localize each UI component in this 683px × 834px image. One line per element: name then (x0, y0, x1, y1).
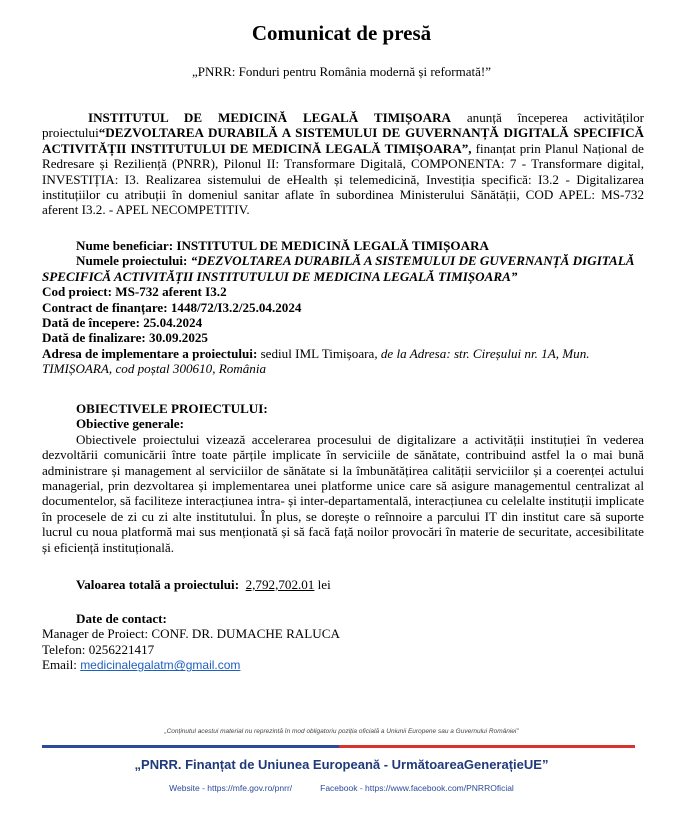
project-details (42, 238, 644, 377)
announcement-text-1: anunță începerea activităților proiectului (42, 110, 645, 141)
footer-website-link[interactable]: Website - https://mfe.gov.ro/pnrr/ (169, 783, 293, 793)
total-label: Valoarea totală a proiectului: (76, 577, 240, 592)
objectives-heading: OBIECTIVELE PROIECTULUI: (76, 401, 268, 416)
footer-facebook-link[interactable]: Facebook - https://www.facebook.com/PNRROficial (320, 783, 514, 793)
start-date-line: Dată de începere: 25.04.2024 (42, 315, 203, 331)
institution-name: INSTITUTUL DE MEDICINĂ LEGALĂ TIMIȘOARA (88, 110, 451, 125)
footer-links (0, 783, 683, 793)
footer-disclaimer: „Conținutul acestui material nu reprezintă în mod obligatoriu poziția oficială a Uniunii Europene sau a Guvernului României” (164, 728, 519, 735)
objectives-section (42, 401, 644, 555)
footer-divider (42, 745, 635, 748)
contact-email-link[interactable]: medicinalegalatm@gmail.com (80, 658, 241, 673)
address-line: Adresa de implementare a proiectului: sediul IML Timișoara, de la Adresa: str. Cireșului nr. 1A, Mun. TIMIȘOARA, cod poștal 300610, România (42, 345, 590, 377)
footer-divider-blue (42, 745, 339, 748)
contact-phone: Telefon: 0256221417 (42, 641, 155, 657)
total-amount: 2,792,702.01 (245, 577, 315, 592)
beneficiary-line: Nume beneficiar: INSTITUTUL DE MEDICINĂ LEGALĂ TIMIȘOARA (76, 238, 489, 253)
announcement-paragraph (42, 110, 644, 218)
total-value-line (76, 577, 331, 592)
announcement-text-2: finanțat prin Planul Național de Redresare și Reziliență (PNRR), Pilonul II: Transformare Digitală, COMPONENTA: 7 - Transformare digital, INVESTIȚIA: I3. Realizarea sistemului de eHealth și telemedicină, Investiția specifică: I3.2 - Digitalizarea instituțiilor cu atribuții în domeniul sanitar aflate în subordinea Ministerului Sănătății, COD APEL: MS-732 aferent I3.2. - APEL NECOMPETITIV. (42, 140, 644, 218)
objectives-subheading: Obiective generale: (76, 416, 184, 432)
footer-funding-statement: „PNRR. Finanțat de Uniunea Europeană - UrmătoareaGenerațieUE” (134, 757, 549, 772)
project-name-line: Numele proiectului: “DEZVOLTAREA DURABILĂ A SISTEMULUI DE GUVERNANȚĂ DIGITALĂ SPECIFICĂ ACTIVITĂȚII INSTITUTULUI DE MEDICINA LEGALĂ TIMIȘOARA” (42, 253, 635, 284)
page-title: Comunicat de presă (251, 21, 432, 45)
project-title: “DEZVOLTAREA DURABILĂ A SISTEMULUI DE GUVERNANȚĂ DIGITALĂ SPECIFICĂ ACTIVITĂȚII INSTITUTULUI DE MEDICINĂ LEGALĂ TIMIȘOARA”, (42, 125, 644, 156)
end-date-line: Dată de finalizare: 30.09.2025 (42, 330, 208, 346)
objectives-body: Obiectivele proiectului vizează accelerarea procesului de digitalizare a activității instituției în vederea dezvoltării comunicării între toate părțile implicate în serviciile de sănătate, contribuind astfel la o mai bună administrare și management al serviciilor de sănătate si la îmbunătățirea calității serviciilor și a coerenței actului managerial, prin dezvoltarea și implementarea unei platforme unice care să asigure managementul centralizat al documentelor, să faciliteze interacțiunea intra- și inter-departamentală, interacțiunea cu celelalte instituții implicate în procesele de zi cu zi alte institutului. În plus, se dorește o reînnoire a parcului IT din institut care să suporte lucrul cu noua platformă mai sus menționată și să facă față noilor provocări în materie de securitate, accesibilitate și eficiență instituțională. (42, 431, 644, 555)
contract-line: Contract de finanțare: 1448/72/I3.2/25.04.2024 (42, 299, 302, 315)
page-subtitle: „PNRR: Fonduri pentru România modernă și reformată!” (192, 64, 491, 79)
total-currency: lei (314, 577, 331, 592)
footer-divider-red (339, 745, 636, 748)
project-code-line: Cod proiect: MS-732 aferent I3.2 (42, 284, 227, 300)
contact-section (42, 611, 644, 674)
contact-heading: Date de contact: (76, 611, 167, 626)
contact-manager: Manager de Proiect: CONF. DR. DUMACHE RALUCA (42, 626, 340, 642)
project-name-value: “DEZVOLTAREA DURABILĂ A SISTEMULUI DE GUVERNANȚĂ DIGITALĂ SPECIFICĂ ACTIVITĂȚII INSTITUTULUI DE MEDICINA LEGALĂ TIMIȘOARA” (42, 253, 635, 284)
contact-email-line: Email: medicinalegalatm@gmail.com (42, 657, 241, 673)
